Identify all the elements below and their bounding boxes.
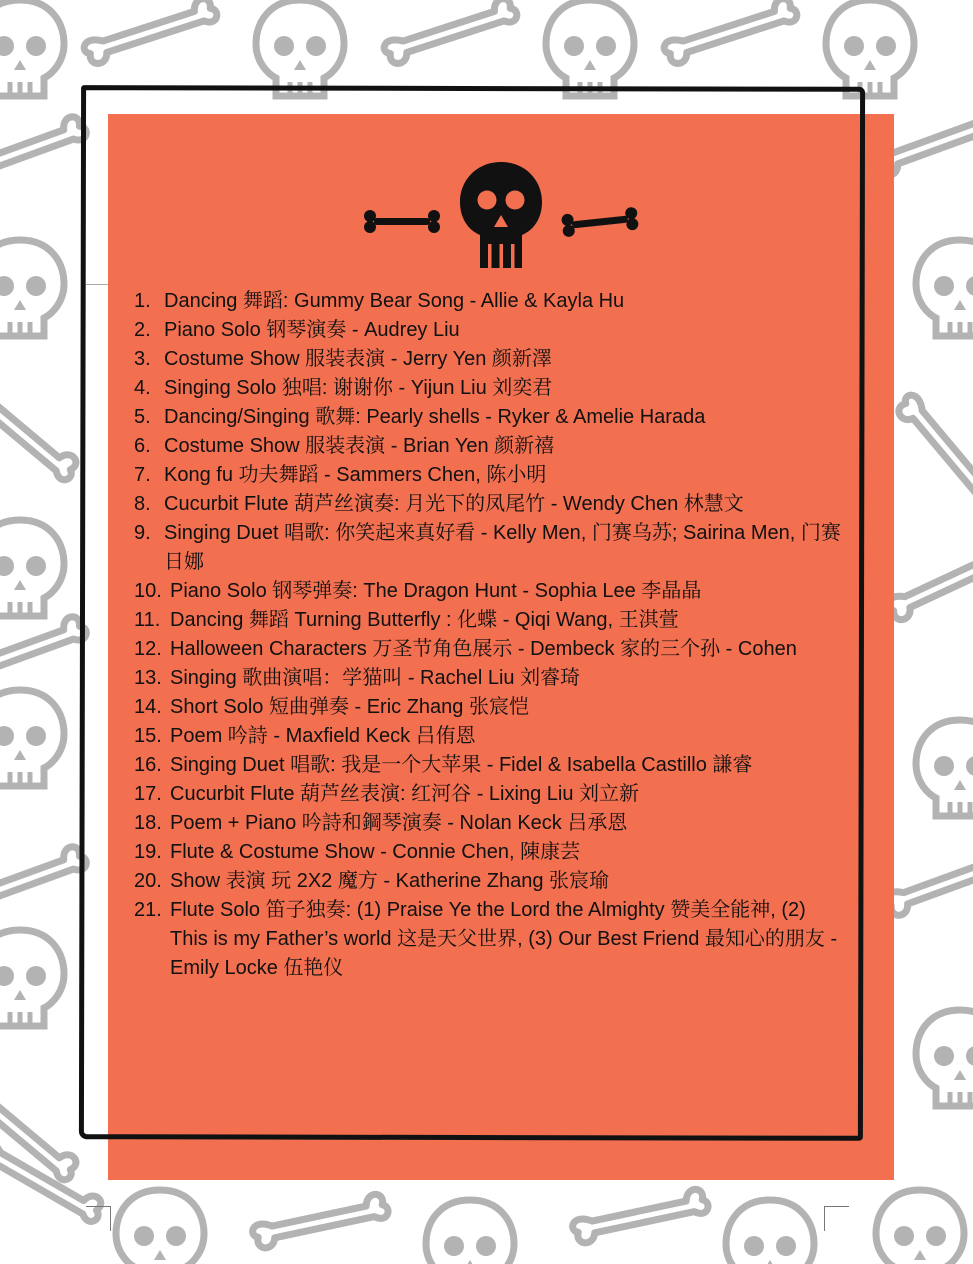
program-item-text: Flute & Costume Show - Connie Chen, 陳康芸 — [170, 841, 581, 863]
program-item — [134, 693, 846, 722]
program-item — [134, 403, 846, 432]
bone-icon — [561, 207, 639, 238]
program-item — [134, 722, 846, 751]
program-item-text: Dancing/Singing 歌舞: Pearly shells - Ryker & Amelie Harada — [164, 406, 706, 428]
program-item-number: 17. — [134, 783, 162, 805]
program-item — [134, 490, 846, 519]
program-item — [134, 374, 846, 403]
program-item-text: Piano Solo 钢琴演奏 - Audrey Liu — [164, 319, 460, 341]
program-item-number: 16. — [134, 754, 162, 776]
program-item-text: Flute Solo 笛子独奏: (1) Praise Ye the Lord the Almighty 赞美全能神, (2) This is my Father’s world 这是天父世界, (3) Our Best Friend 最知心的朋友 - Emily Locke 伍艳仪 — [170, 899, 838, 979]
program-item-number: 7. — [134, 464, 151, 486]
program-item — [134, 606, 846, 635]
program-item-text: Poem 吟詩 - Maxfield Keck 吕侑恩 — [170, 725, 476, 747]
program-item — [134, 896, 846, 983]
program-item-text: Poem + Piano 吟詩和鋼琴演奏 - Nolan Keck 吕承恩 — [170, 812, 628, 834]
program-item-text: Dancing 舞蹈: Gummy Bear Song - Allie & Kayla Hu — [164, 290, 625, 312]
program-item-number: 21. — [134, 899, 162, 921]
program-item-text: Singing 歌曲演唱：学猫叫 - Rachel Liu 刘睿琦 — [170, 667, 581, 689]
program-item-text: Piano Solo 钢琴弹奏: The Dragon Hunt - Sophia Lee 李晶晶 — [170, 580, 702, 602]
program-item — [134, 867, 846, 896]
program-item — [134, 809, 846, 838]
program-item-number: 5. — [134, 406, 151, 428]
program-item — [134, 780, 846, 809]
header-skull-and-bones — [360, 160, 650, 272]
skull-icon — [460, 162, 542, 268]
program-item-text: Kong fu 功夫舞蹈 - Sammers Chen, 陈小明 — [164, 464, 547, 486]
program-item-text: Show 表演 玩 2X2 魔方 - Katherine Zhang 张宸瑜 — [170, 870, 610, 892]
program-item-text: Halloween Characters 万圣节角色展示 - Dembeck 家的三个孙 - Cohen — [170, 638, 797, 660]
program-item — [134, 664, 846, 693]
program-item-number: 20. — [134, 870, 162, 892]
program-item — [134, 316, 846, 345]
program-item-text: Costume Show 服装表演 - Brian Yen 颜新禧 — [164, 435, 555, 457]
program-item-text: Singing Duet 唱歌: 你笑起来真好看 - Kelly Men, 门赛乌苏; Sairina Men, 门赛日娜 — [164, 522, 841, 573]
program-item-number: 18. — [134, 812, 162, 834]
program-item-number: 13. — [134, 667, 162, 689]
program-item-number: 12. — [134, 638, 162, 660]
program-item — [134, 287, 846, 316]
program-item-number: 11. — [134, 609, 161, 631]
program-item-number: 4. — [134, 377, 151, 399]
program-item-number: 3. — [134, 348, 151, 370]
program-item — [134, 432, 846, 461]
program-item-number: 8. — [134, 493, 151, 515]
program-item — [134, 345, 846, 374]
pattern-left-column — [0, 114, 90, 1187]
page-margin-mark-bottom-left — [86, 1206, 111, 1231]
page-margin-mark-top-left — [86, 262, 108, 285]
program-item-text: Costume Show 服装表演 - Jerry Yen 颜新澤 — [164, 348, 552, 370]
program-item — [134, 635, 846, 664]
program-item-number: 2. — [134, 319, 151, 341]
program-item — [134, 838, 846, 867]
program-item-number: 15. — [134, 725, 162, 747]
program-item-text: Singing Duet 唱歌: 我是一个大苹果 - Fidel & Isabella Castillo 謙睿 — [170, 754, 753, 776]
program-item — [134, 461, 846, 490]
program-item — [134, 577, 846, 606]
program-item-text: Singing Solo 独唱: 谢谢你 - Yijun Liu 刘奕君 — [164, 377, 553, 399]
program-item-number: 19. — [134, 841, 162, 863]
pattern-row-1 — [0, 0, 914, 96]
program-item-number: 10. — [134, 580, 162, 602]
program-item-number: 14. — [134, 696, 162, 718]
program-list — [134, 287, 846, 983]
program-item-text: Cucurbit Flute 葫芦丝演奏: 月光下的凤尾竹 - Wendy Chen 林慧文 — [164, 493, 744, 515]
bone-icon — [364, 210, 440, 233]
program-item-number: 9. — [134, 522, 151, 544]
program-item — [134, 519, 846, 577]
program-item — [134, 751, 846, 780]
program-item-number: 1. — [134, 290, 151, 312]
program-item-text: Cucurbit Flute 葫芦丝表演: 红河谷 - Lixing Liu 刘立新 — [170, 783, 639, 805]
page-margin-mark-bottom-right — [824, 1206, 849, 1231]
program-item-number: 6. — [134, 435, 151, 457]
program-item-text: Short Solo 短曲弹奏 - Eric Zhang 张宸恺 — [170, 696, 529, 718]
program-item-text: Dancing 舞蹈 Turning Butterfly : 化蝶 - Qiqi Wang, 王淇萱 — [170, 609, 679, 631]
